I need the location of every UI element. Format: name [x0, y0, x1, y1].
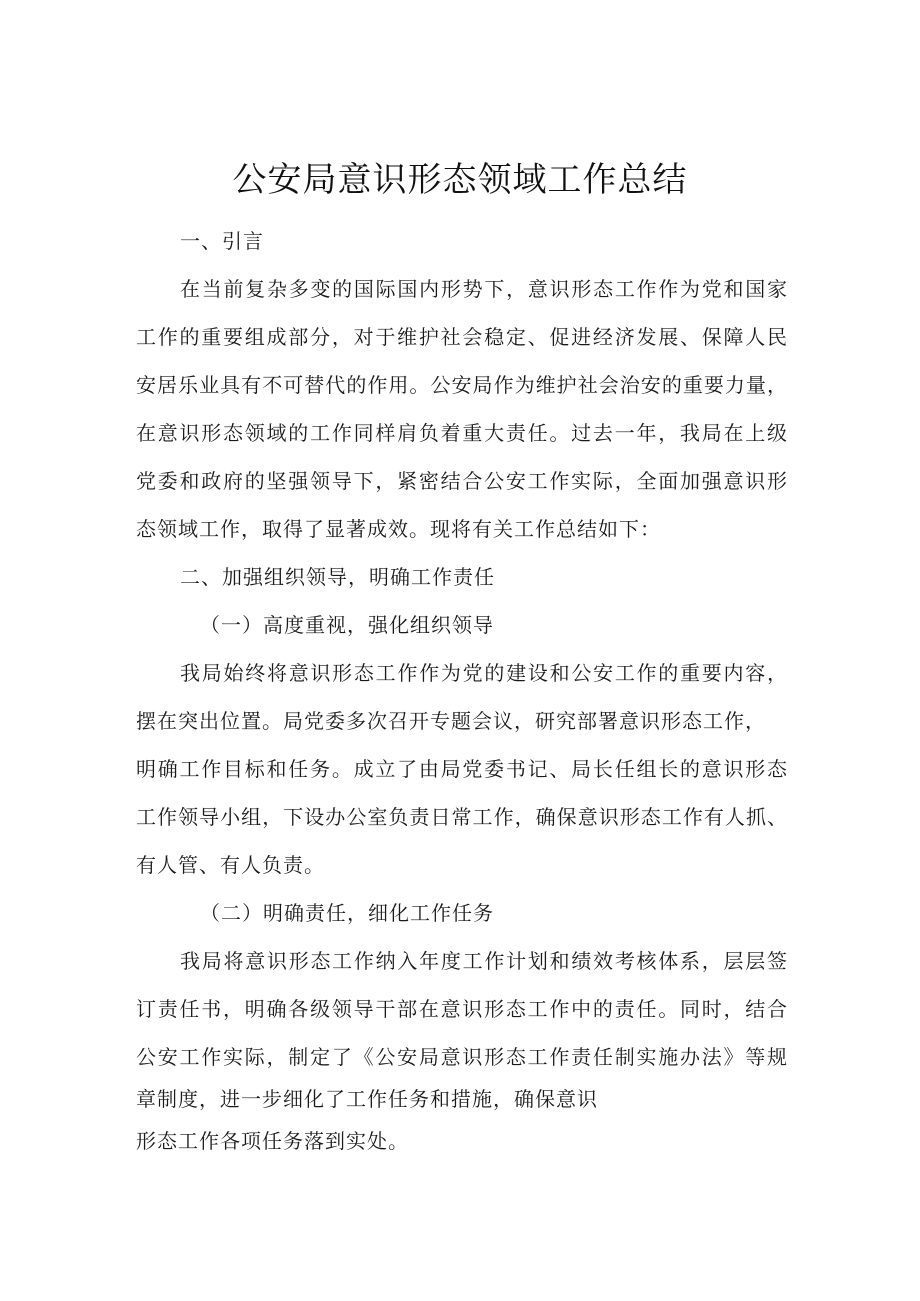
text-line: 安居乐业具有不可替代的作用。公安局作为维护社会治安的重要力量，: [136, 373, 788, 397]
text-line: 明确工作目标和任务。成立了由局党委书记、局长任组长的意识形态: [136, 757, 788, 781]
text-line: 在当前复杂多变的国际国内形势下，意识形态工作作为党和国家: [180, 277, 788, 301]
text-line: 一、引言: [180, 229, 264, 253]
document-body: [136, 217, 788, 1165]
text-line: 二、加强组织领导，明确工作责任: [180, 565, 495, 589]
text-line: 我局始终将意识形态工作作为党的建设和公安工作的重要内容，: [180, 661, 788, 685]
text-line: 章制度，进一步细化了工作任务和措施，确保意识: [136, 1087, 598, 1111]
text-line: 党委和政府的坚强领导下，紧密结合公安工作实际，全面加强意识形: [136, 469, 788, 493]
text-line: 形态工作各项任务落到实处。: [136, 1129, 409, 1153]
text-line: （一）高度重视，强化组织领导: [200, 613, 494, 637]
text-line: 工作领导小组，下设办公室负责日常工作，确保意识形态工作有人抓、: [136, 805, 788, 829]
text-line: 在意识形态领域的工作同样肩负着重大责任。过去一年，我局在上级: [136, 421, 788, 445]
text-line: 公安工作实际，制定了《公安局意识形态工作责任制实施办法》等规: [136, 1045, 788, 1069]
text-line: 态领域工作，取得了显著成效。现将有关工作总结如下：: [136, 517, 661, 541]
text-line: 我局将意识形态工作纳入年度工作计划和绩效考核体系，层层签: [180, 949, 788, 973]
text-line: 订责任书，明确各级领导干部在意识形态工作中的责任。同时，结合: [136, 997, 788, 1021]
text-line: 摆在突出位置。局党委多次召开专题会议，研究部署意识形态工作，: [136, 709, 766, 733]
document-title: 公安局意识形态领域工作总结: [232, 160, 688, 200]
text-line: 有人管、有人负责。: [136, 853, 325, 877]
text-line: （二）明确责任，细化工作任务: [200, 901, 494, 925]
text-line: 工作的重要组成部分，对于维护社会稳定、促进经济发展、保障人民: [136, 325, 788, 349]
